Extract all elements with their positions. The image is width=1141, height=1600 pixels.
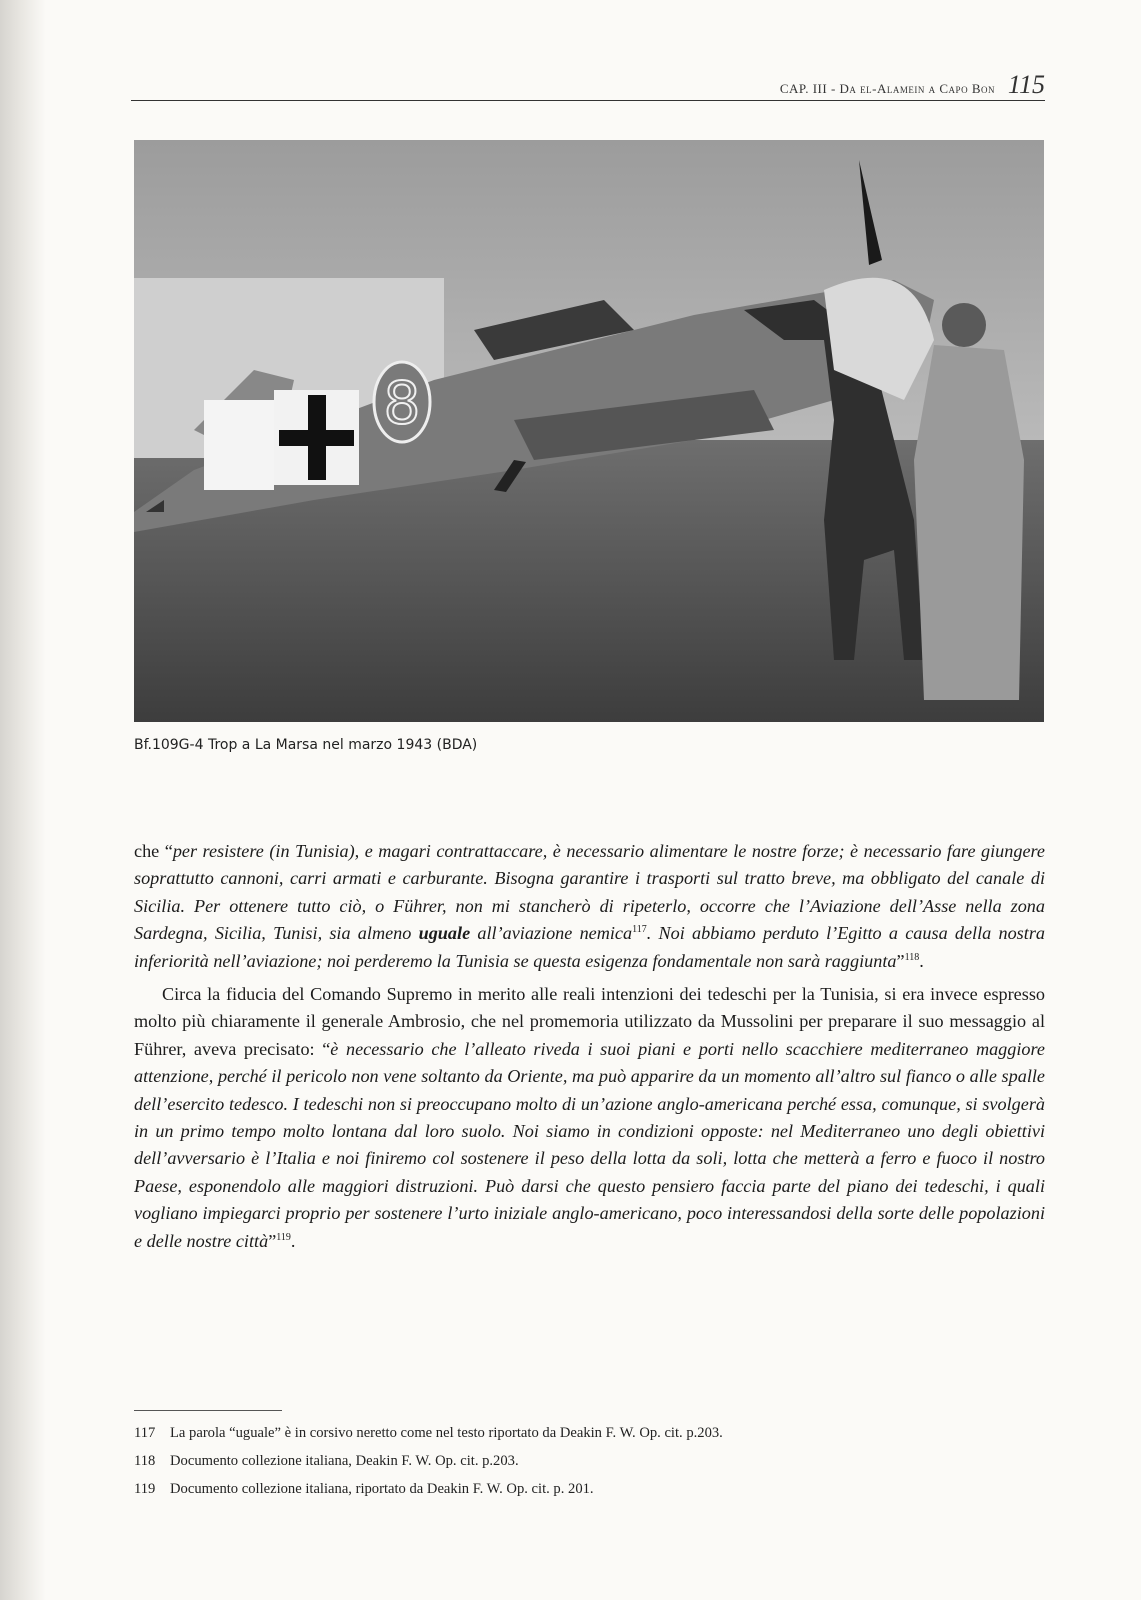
footnote-divider (134, 1410, 282, 1411)
footnote-number: 117 (134, 1425, 156, 1441)
text-run: è necessario che l’alleato riveda i suoi piani e porti nello scacchiere mediterraneo maggiore attenzione, perché il pericolo non vene soltanto da Oriente, ma può apparire da un momento all’altro sul fianco o alle spalle dell’esercito tedesco. I tedeschi non si preoccupano molto di un’azione anglo-americana perché essa, comunque, si svolgerà in un primo tempo molto lontana dal loro suolo. Noi siamo in condizioni opposte: nel Mediterraneo uno degli obiettivi dell’avversario è l’Italia e noi finiremo col sostenere il peso della lotta da soli, lotta che metterà a ferro e fuoco il nostro Paese, esponendolo alle maggiori distruzioni. Può darsi che questo pensiero faccia parte del piano dei tedeschi, i quali vogliano impiegarci proprio per sostenere l’urto iniziale anglo-americano, poco interessandosi della sorte delle popolazioni e delle nostre città (134, 1038, 1045, 1251)
paragraph-1 (134, 838, 1045, 975)
footnote-text: Documento collezione italiana, Deakin F. W. Op. cit. p.203. (170, 1453, 519, 1469)
text-run: per resistere (in Tunisia), e magari contrattaccare, è necessario alimentare le nostre forze; è necessario fare giungere soprattutto cannoni, carri armati e carburante. Bisogna garantire i trasporti sul tratto breve, ma obbligato del canale di Sicilia. Per ottenere tutto ciò, o Führer, non mi stancherò di ripeterlo, occorre che l’Aviazione dell’Asse nella zona Sardegna, Sicilia, Tunisi, sia almeno (134, 841, 1045, 944)
figure-caption: Bf.109G-4 Trop a La Marsa nel marzo 1943 (BDA) (134, 737, 478, 753)
aircraft-photo (134, 140, 1044, 722)
footnote-reference: 119 (276, 1231, 291, 1243)
photo-illustration (134, 140, 1044, 722)
footnote-number: 118 (134, 1453, 156, 1469)
footnote-item (134, 1475, 1034, 1503)
text-run: che “ (134, 841, 173, 861)
chapter-title: Da el-Alamein a Capo Bon (839, 81, 995, 96)
running-head (131, 70, 1045, 101)
footnotes (134, 1419, 1034, 1503)
footnote-number: 119 (134, 1481, 156, 1497)
text-run: . Noi abbiamo perduto l’Egitto a causa della nostra inferiorità nell’aviazione; noi perderemo la Tunisia se questa esigenza fondamentale non sarà raggiunta (134, 923, 1045, 971)
footnote-reference: 118 (904, 951, 920, 963)
text-run: . (919, 950, 924, 971)
page-gutter-shadow (0, 0, 46, 1600)
text-run: all’aviazione nemica (470, 923, 633, 944)
footnote-item (134, 1447, 1034, 1475)
text-run: uguale (418, 923, 471, 944)
text-run: Circa la fiducia del Comando Supremo in merito alle reali intenzioni dei tedeschi per la Tunisia, si era invece espresso molto più chiaramente il generale Ambrosio, che nel promemoria utilizzato da Mussolini per preparare il suo messaggio al Führer, aveva precisato: “ (134, 984, 1045, 1059)
page-number: 115 (1007, 70, 1045, 99)
text-run: ” (268, 1230, 277, 1251)
body-text (134, 838, 1045, 1255)
chapter-heading (780, 81, 995, 97)
text-run: . (290, 1230, 296, 1251)
footnote-item (134, 1419, 1034, 1447)
paragraph-2 (134, 981, 1045, 1255)
footnote-reference: 117 (632, 924, 647, 936)
footnote-text: Documento collezione italiana, riportato da Deakin F. W. Op. cit. p. 201. (170, 1481, 594, 1497)
chapter-label: CAP. III - (779, 81, 840, 96)
text-run: ” (896, 950, 905, 971)
aircraft-number: 8 (383, 369, 421, 437)
footnote-text: La parola “uguale” è in corsivo neretto come nel testo riportato da Deakin F. W. Op. cit. p.203. (170, 1425, 723, 1441)
